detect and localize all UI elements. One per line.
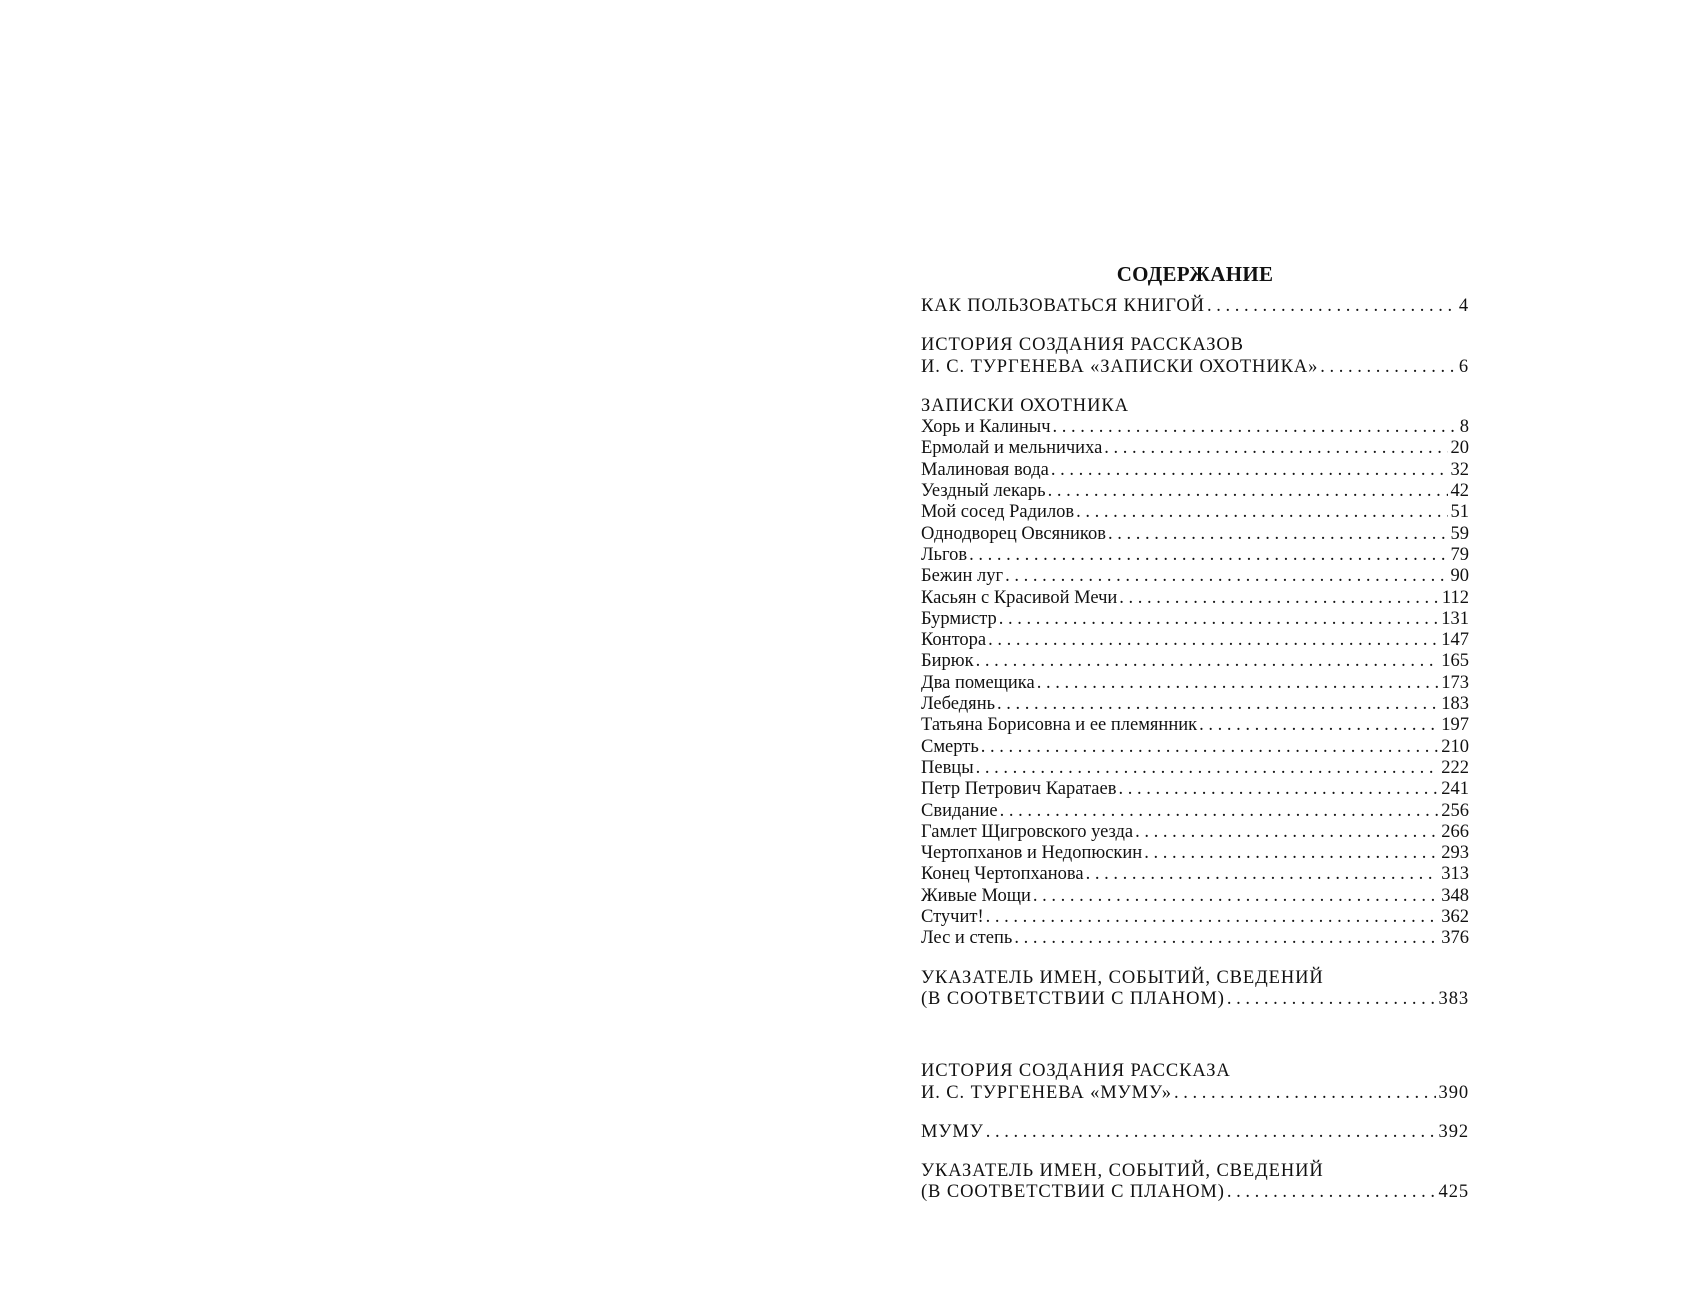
toc-entry-title: И. С. ТУРГЕНЕВА «ЗАПИСКИ ОХОТНИКА» bbox=[921, 356, 1319, 377]
toc-entry[interactable] bbox=[921, 1182, 1469, 1203]
toc-entry-title: КАК ПОЛЬЗОВАТЬСЯ КНИГОЙ bbox=[921, 296, 1205, 316]
toc-entry-page: 348 bbox=[1441, 885, 1469, 906]
toc-entry[interactable] bbox=[921, 779, 1469, 800]
toc-entry-title: Ермолай и мельничиха bbox=[921, 438, 1103, 459]
toc-entry[interactable] bbox=[921, 864, 1469, 885]
toc-entry[interactable] bbox=[921, 989, 1469, 1010]
toc-entry[interactable] bbox=[921, 438, 1469, 459]
toc-entry-page: 266 bbox=[1441, 821, 1469, 842]
toc-entry[interactable] bbox=[921, 886, 1469, 907]
dot-leader bbox=[1076, 502, 1447, 523]
toc-entry-title: Бирюк bbox=[921, 651, 974, 672]
toc-entry-title: Петр Петрович Каратаев bbox=[921, 779, 1117, 800]
toc-entry-title: Татьяна Борисовна и ее племянник bbox=[921, 715, 1198, 736]
dot-leader bbox=[1207, 296, 1456, 317]
toc-entry-title: Конец Чертопханова bbox=[921, 864, 1084, 885]
toc-entry[interactable] bbox=[921, 651, 1469, 672]
toc-entry-page: 362 bbox=[1441, 907, 1469, 928]
toc-entry-title: Контора bbox=[921, 630, 987, 651]
toc-entry[interactable] bbox=[921, 843, 1469, 864]
toc-entry-title: Два помещика bbox=[921, 672, 1035, 693]
toc-entry[interactable] bbox=[921, 417, 1469, 438]
toc-entry[interactable] bbox=[921, 801, 1469, 822]
toc-entry-page: 197 bbox=[1441, 715, 1469, 736]
toc-entry-page: 392 bbox=[1438, 1121, 1469, 1142]
dot-leader bbox=[1104, 438, 1447, 459]
toc-entry-title: Певцы bbox=[921, 757, 974, 778]
dot-leader bbox=[969, 545, 1447, 566]
toc-entry[interactable] bbox=[921, 758, 1469, 779]
dot-leader bbox=[1005, 566, 1447, 587]
toc-section-index-1 bbox=[921, 968, 1469, 1011]
toc-entry-title: Живые Мощи bbox=[921, 885, 1031, 906]
dot-leader bbox=[988, 630, 1438, 651]
toc-entry-title: Льгов bbox=[921, 544, 968, 565]
toc-entry-title: Хорь и Калиныч bbox=[921, 417, 1051, 438]
toc-entry-page: 425 bbox=[1438, 1182, 1469, 1203]
toc-entry-page: 32 bbox=[1450, 459, 1469, 480]
toc-entry-page: 165 bbox=[1441, 651, 1469, 672]
toc-entry-page: 59 bbox=[1450, 523, 1469, 544]
dot-leader bbox=[986, 907, 1439, 928]
toc-entry[interactable] bbox=[921, 673, 1469, 694]
dot-leader bbox=[1118, 779, 1438, 800]
toc-entry[interactable] bbox=[921, 928, 1469, 949]
toc-entry-page: 42 bbox=[1450, 481, 1469, 502]
toc-entry[interactable] bbox=[921, 481, 1469, 502]
toc-entry[interactable] bbox=[921, 296, 1469, 317]
toc-entry-page: 4 bbox=[1458, 296, 1469, 316]
toc-section-how-to bbox=[921, 296, 1469, 317]
toc-entry-page: 390 bbox=[1438, 1082, 1469, 1103]
toc-entry-title: Однодворец Овсяников bbox=[921, 523, 1106, 544]
toc-title: СОДЕРЖАНИЕ bbox=[1116, 262, 1274, 286]
toc-entry-title: Бурмистр bbox=[921, 608, 997, 629]
toc-entry[interactable] bbox=[921, 822, 1469, 843]
toc-notes-list bbox=[921, 417, 1469, 949]
toc-entry-title: (В СООТВЕТСТВИИ С ПЛАНОМ) bbox=[921, 1182, 1225, 1203]
toc-entry-title: Смерть bbox=[921, 736, 979, 757]
toc-entry-page: 90 bbox=[1450, 566, 1469, 587]
toc-entry-page: 147 bbox=[1441, 630, 1469, 651]
toc-section-index-2 bbox=[921, 1161, 1469, 1204]
toc-entry-page: 112 bbox=[1441, 587, 1469, 608]
dot-leader bbox=[1119, 588, 1439, 609]
toc-section-history-notes bbox=[921, 335, 1469, 378]
dot-leader bbox=[1135, 822, 1438, 843]
dot-leader bbox=[1320, 357, 1456, 378]
toc-entry[interactable] bbox=[921, 737, 1469, 758]
toc-entry-page: 222 bbox=[1441, 757, 1469, 778]
dot-leader bbox=[1051, 460, 1448, 481]
toc-entry[interactable] bbox=[921, 694, 1469, 715]
dot-leader bbox=[1053, 417, 1457, 438]
toc-section-heading: ЗАПИСКИ ОХОТНИКА bbox=[921, 395, 1129, 416]
toc-entry[interactable] bbox=[921, 502, 1469, 523]
toc-entry-page: 6 bbox=[1458, 356, 1469, 377]
dot-leader bbox=[1048, 481, 1448, 502]
toc-entry-title: Чертопханов и Недопюскин bbox=[921, 843, 1143, 864]
toc-entry-title: МУМУ bbox=[921, 1121, 984, 1142]
toc-entry[interactable] bbox=[921, 545, 1469, 566]
toc-entry-title: И. С. ТУРГЕНЕВА «МУМУ» bbox=[921, 1082, 1172, 1103]
toc-entry-page: 210 bbox=[1441, 736, 1469, 757]
toc-entry-title-line: ИСТОРИЯ СОЗДАНИЯ РАССКАЗА bbox=[921, 1061, 1231, 1082]
toc-entry-title: Лебедянь bbox=[921, 694, 996, 715]
toc-entry-title: Уездный лекарь bbox=[921, 481, 1046, 502]
toc-entry[interactable] bbox=[921, 609, 1469, 630]
toc-entry-page: 131 bbox=[1441, 608, 1469, 629]
dot-leader bbox=[986, 1122, 1436, 1143]
toc-entry-page: 376 bbox=[1441, 928, 1469, 949]
toc-entry[interactable] bbox=[921, 630, 1469, 651]
dot-leader bbox=[981, 737, 1438, 758]
toc-entry[interactable] bbox=[921, 588, 1469, 609]
toc-entry-title: Касьян с Красивой Мечи bbox=[921, 587, 1118, 608]
toc-entry-page: 79 bbox=[1450, 544, 1469, 565]
toc-entry-title: Свидание bbox=[921, 800, 998, 821]
dot-leader bbox=[1000, 801, 1439, 822]
toc-entry-title: (В СООТВЕТСТВИИ С ПЛАНОМ) bbox=[921, 988, 1225, 1009]
toc-entry-page: 8 bbox=[1459, 417, 1469, 438]
toc-entry-title-line: УКАЗАТЕЛЬ ИМЕН, СОБЫТИЙ, СВЕДЕНИЙ bbox=[921, 1161, 1324, 1182]
toc-entry-page: 173 bbox=[1441, 672, 1469, 693]
dot-leader bbox=[1174, 1083, 1436, 1104]
toc-section-history-mumu bbox=[921, 1061, 1469, 1104]
toc-entry[interactable] bbox=[921, 1083, 1469, 1104]
toc-entry[interactable] bbox=[921, 1122, 1469, 1143]
toc-entry-title: Малиновая вода bbox=[921, 459, 1049, 480]
dot-leader bbox=[976, 758, 1439, 779]
dot-leader bbox=[976, 651, 1439, 672]
toc-entry-page: 313 bbox=[1441, 864, 1469, 885]
toc-entry-page: 241 bbox=[1441, 779, 1469, 800]
dot-leader bbox=[1033, 886, 1438, 907]
dot-leader bbox=[999, 609, 1438, 630]
toc-section-notes bbox=[921, 396, 1469, 950]
toc-entry[interactable] bbox=[921, 715, 1469, 736]
dot-leader bbox=[1144, 843, 1438, 864]
toc-entry[interactable] bbox=[921, 566, 1469, 587]
dot-leader bbox=[1227, 1182, 1436, 1203]
toc-entry-page: 293 bbox=[1441, 843, 1469, 864]
toc-entry-title: Бежин луг bbox=[921, 566, 1004, 587]
dot-leader bbox=[1014, 928, 1438, 949]
toc-entry-title: Стучит! bbox=[921, 907, 984, 928]
toc-entry-title-line: УКАЗАТЕЛЬ ИМЕН, СОБЫТИЙ, СВЕДЕНИЙ bbox=[921, 967, 1324, 988]
dot-leader bbox=[1086, 864, 1439, 885]
toc-entry-page: 383 bbox=[1438, 988, 1469, 1009]
toc-entry[interactable] bbox=[921, 357, 1469, 378]
toc-entry-page: 183 bbox=[1441, 694, 1469, 715]
dot-leader bbox=[1227, 989, 1436, 1010]
toc-section-mumu bbox=[921, 1122, 1469, 1143]
toc-entry[interactable] bbox=[921, 907, 1469, 928]
toc-entry-title: Гамлет Щигровского уезда bbox=[921, 821, 1134, 842]
toc-entry-page: 20 bbox=[1450, 438, 1469, 459]
table-of-contents bbox=[921, 262, 1469, 1204]
toc-entry-title: Мой сосед Радилов bbox=[921, 502, 1075, 523]
toc-entry[interactable] bbox=[921, 460, 1469, 481]
dot-leader bbox=[997, 694, 1438, 715]
toc-entry-title: Лес и степь bbox=[921, 928, 1013, 949]
toc-entry-title-line: ИСТОРИЯ СОЗДАНИЯ РАССКАЗОВ bbox=[921, 335, 1244, 356]
toc-entry-page: 51 bbox=[1450, 502, 1469, 523]
dot-leader bbox=[1199, 715, 1438, 736]
dot-leader bbox=[1037, 673, 1439, 694]
toc-entry[interactable] bbox=[921, 524, 1469, 545]
dot-leader bbox=[1108, 524, 1448, 545]
toc-entry-page: 256 bbox=[1441, 800, 1469, 821]
